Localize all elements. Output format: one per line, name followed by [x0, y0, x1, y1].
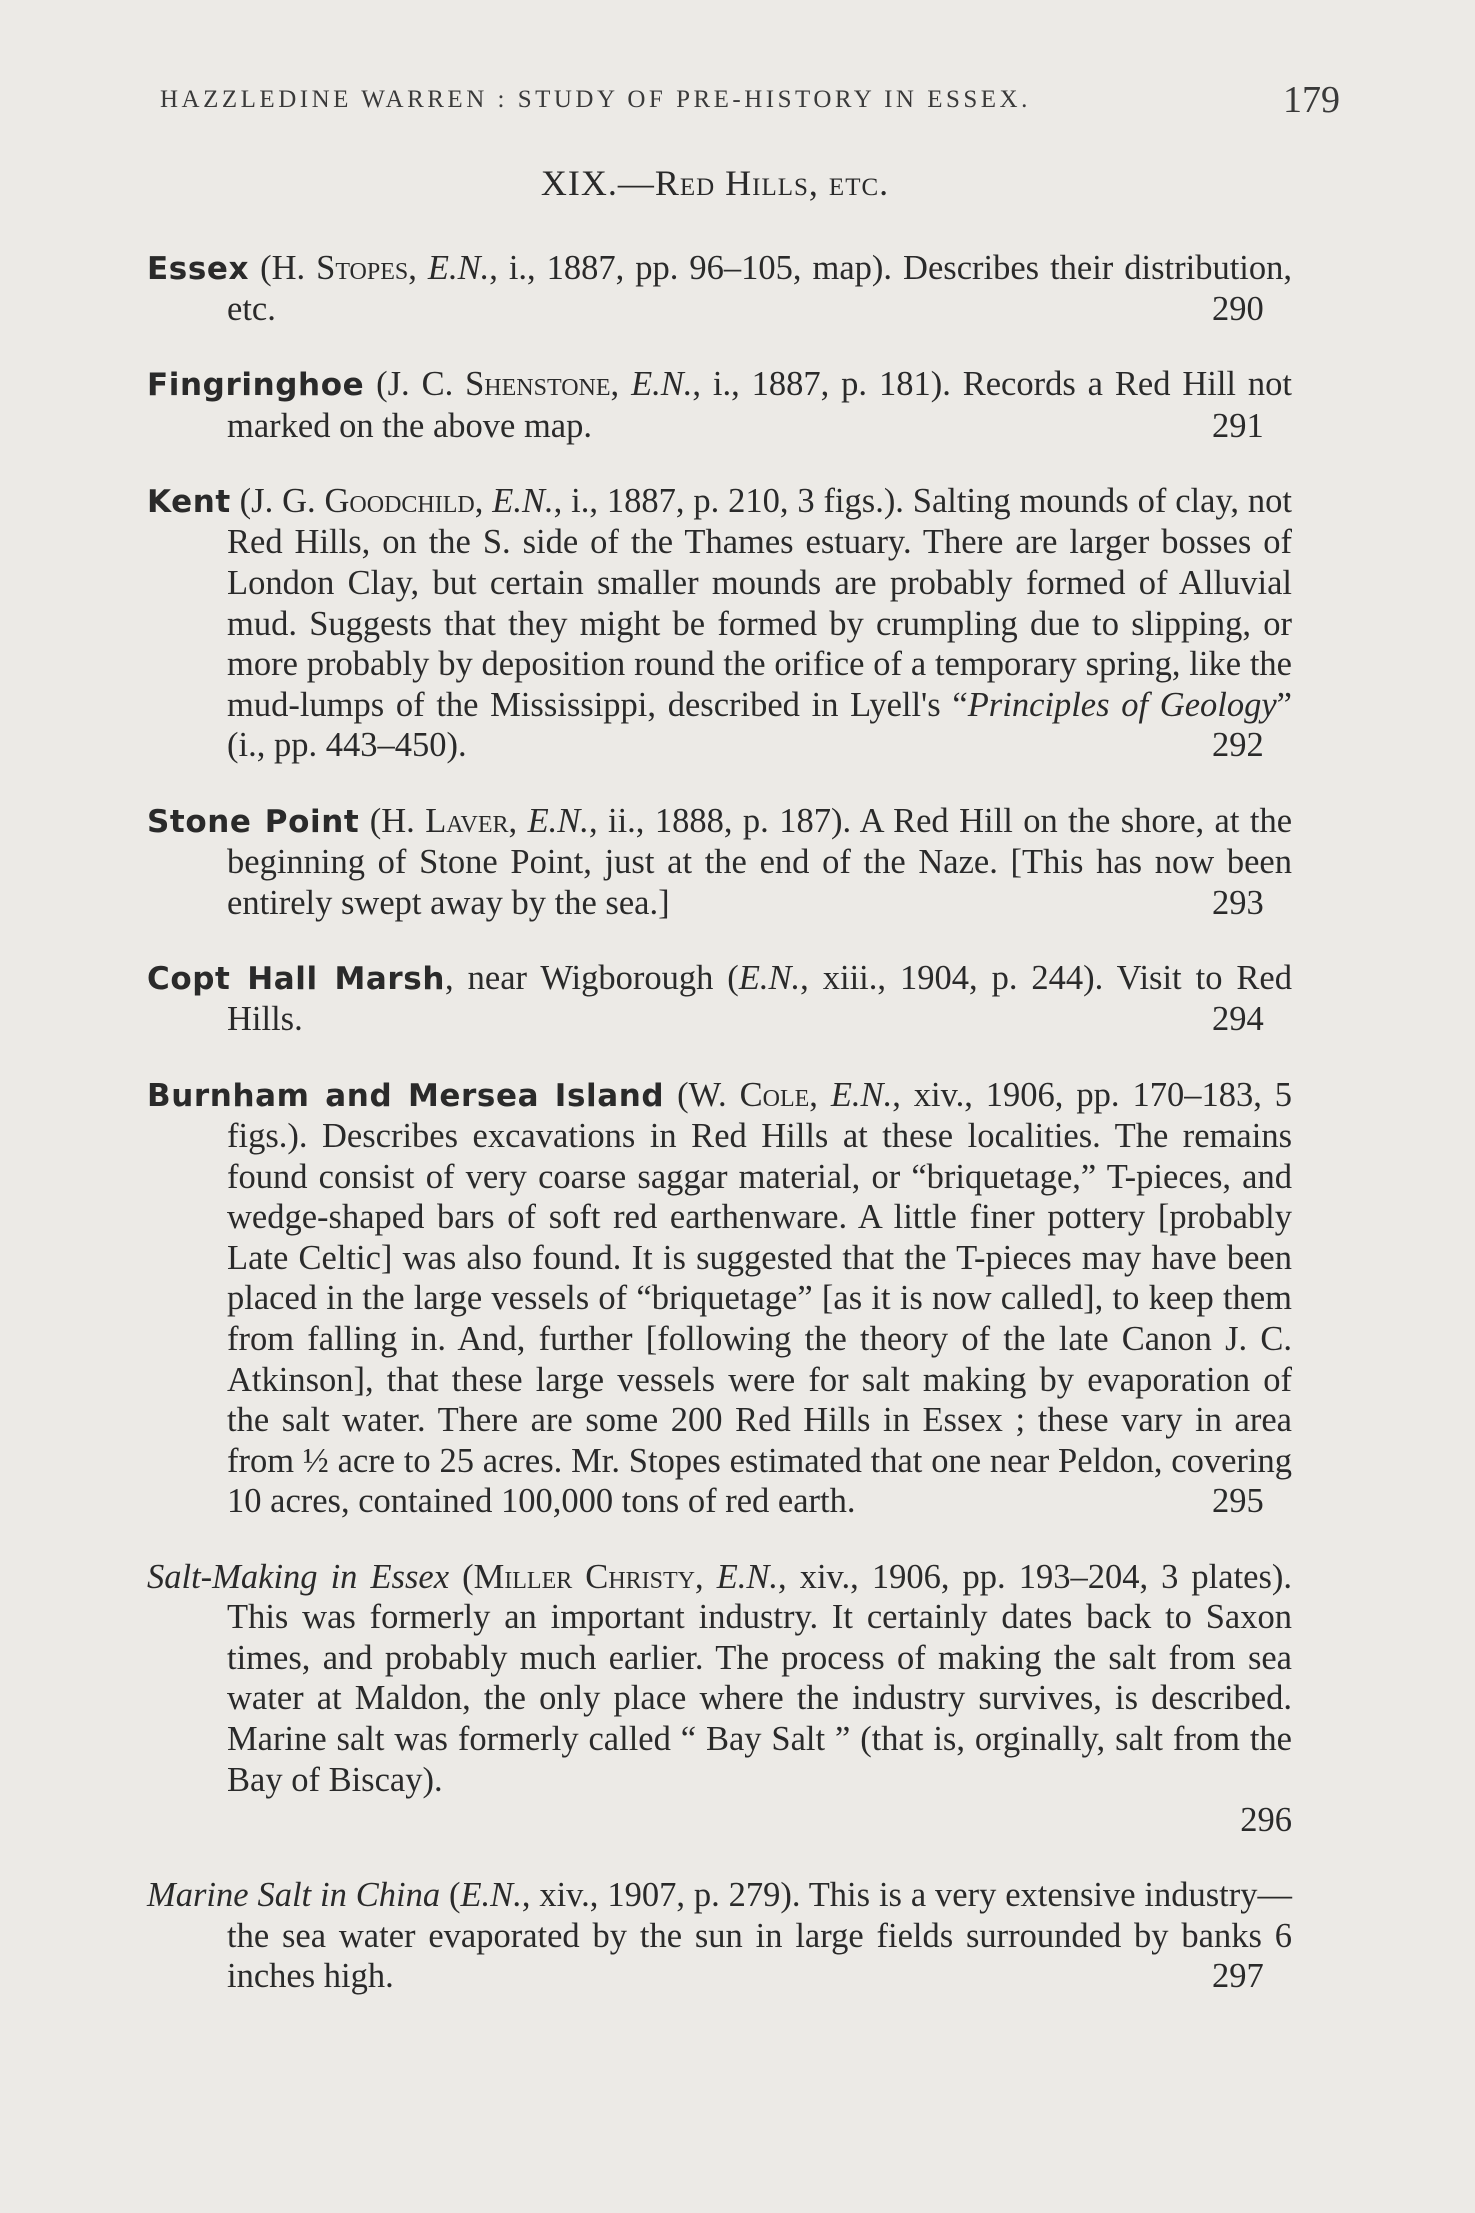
section-number: XIX.— — [540, 163, 655, 203]
section-heading — [0, 162, 1430, 204]
entry-text: , xiv., 1907, p. 279). This is a very extensive industry—the sea water evaporated by the sun in large fields surrounded by banks 6 inches high. — [227, 1876, 1293, 1996]
entry-heading: Stone Point — [147, 803, 360, 840]
entry-text: , i., 1887, pp. 96–105, map). Describes their distribution, etc. — [227, 248, 1292, 329]
entry-297: Marine Salt in China (E.N., xiv., 1907, p. 279). This is a very extensive industry—the sea water evaporated by the sun in large fields surrounded by banks 6 inches high. 297 — [147, 1876, 1293, 1996]
entry-heading: Fingringhoe — [147, 367, 365, 404]
entry-text: , xiv., 1906, pp. 193–204, 3 plates). This was formerly an important industry. It certainly dates back to Saxon times, and probably much earlier. The process of making the salt from sea water at Maldon, the only place where the industry survives, is described. Marine salt was formerly called “ Bay Salt ” (that is, orginally, salt from the Bay of Biscay). — [227, 1557, 1293, 1799]
entry-text: , xiii., 1904, p. 244). Visit to Red Hills. — [227, 958, 1292, 1039]
entry-author: Shenstone — [465, 365, 611, 404]
entry-294: Copt Hall Marsh, near Wigborough (E.N., xiii., 1904, p. 244). Visit to Red Hills. 294 — [147, 958, 1292, 1039]
entry-text: , i., 1887, p. 210, 3 figs.). Salting mounds of clay, not Red Hills, on the S. side of the Thames estuary. There are larger bosses of London Clay, but certain smaller mounds are probably formed of Alluvial mud. Suggests that they might be formed by crumpling due to slipping, or more probably by deposition round the orifice of a temporary spring, like the mud-lumps of the Mississippi, described in Lyell's “ — [227, 481, 1292, 724]
entry-author: Stopes — [316, 248, 409, 287]
entry-journal: E.N. — [527, 801, 589, 840]
bibliography-entries — [147, 213, 1292, 2007]
entry-text: , ii., 1888, p. 187). A Red Hill on the shore, at the beginning of Stone Point, just at the end of the Naze. [This has now been entirely swept away by the sea.] — [227, 801, 1293, 922]
entry-heading: Kent — [147, 483, 231, 520]
entry-author: Miller Christy — [473, 1557, 695, 1596]
running-title: HAZZLEDINE WARREN : STUDY OF PRE-HISTORY IN ESSEX. — [160, 86, 1031, 113]
section-title: Red Hills, etc. — [654, 163, 890, 203]
entry-296: Salt-Making in Essex (Miller Christy, E.N., xiv., 1906, pp. 193–204, 3 plates). This was formerly an important industry. It certainly dates back to Saxon times, and probably much earlier. The process of making the salt from sea water at Maldon, the only place where the industry survives, is described. Marine salt was formerly called “ Bay Salt ” (that is, orginally, salt from the Bay of Biscay). 296 — [147, 1557, 1293, 1840]
entry-heading: Essex — [147, 250, 250, 287]
entry-heading: Marine Salt in China — [147, 1876, 441, 1915]
running-header — [160, 79, 1340, 121]
entry-journal: E.N. — [830, 1075, 893, 1114]
entry-author: Laver — [425, 801, 509, 840]
entry-295: Burnham and Mersea Island (W. Cole, E.N., xiv., 1906, pp. 170–183, 5 figs.). Describes excavations in Red Hills at these localities. The remains found consist of very coarse saggar material, or “briquetage,” T-pieces, and wedge-shaped bars of soft red earthenware. A little finer pottery [probably Late Celtic] was also found. It is suggested that the T-pieces may have been placed in the large vessels of “briquetage” [as it is now called], to keep them from falling in. And, further [following the theory of the late Canon J. C. Atkinson], that these large vessels were for salt making by evaporation of the salt water. There are some 200 Red Hills in Essex ; these vary in area from ½ acre to 25 acres. Mr. Stopes estimated that one near Peldon, covering 10 acres, contained 100,000 tons of red earth. 295 — [147, 1075, 1293, 1521]
entry-text: , xiv., 1906, pp. 170–183, 5 figs.). Describes excavations in Red Hills at these localities. The remains found consist of very coarse saggar material, or “briquetage,” T-pieces, and wedge-shaped bars of soft red earthenware. A little finer pottery [probably Late Celtic] was also found. It is suggested that the T-pieces may have been placed in the large vessels of “briquetage” [as it is now called], to keep them from falling in. And, further [following the theory of the late Canon J. C. Atkinson], that these large vessels were for salt making by evaporation of the salt water. There are some 200 Red Hills in Essex ; these vary in area from ½ acre to 25 acres. Mr. Stopes estimated that one near Peldon, covering 10 acres, contained 100,000 tons of red earth. — [227, 1075, 1293, 1521]
entry-journal: E.N. — [631, 365, 693, 404]
entry-number: 296 — [1240, 1801, 1292, 1840]
entry-291: Fingringhoe (J. C. Shenstone, E.N., i., 1887, p. 181). Records a Red Hill not marked on the above map. 291 — [147, 365, 1292, 445]
entry-heading: Salt-Making in Essex — [147, 1557, 450, 1596]
book-title: Principles of Geology — [967, 685, 1277, 724]
entry-author: Goodchild — [324, 481, 475, 520]
entry-text: , i., 1887, p. 181). Records a Red Hill not marked on the above map. — [227, 365, 1292, 445]
entry-293: Stone Point (H. Laver, E.N., ii., 1888, p. 187). A Red Hill on the shore, at the beginning of Stone Point, just at the end of the Naze. [This has now been entirely swept away by the sea.] 293 — [147, 801, 1293, 922]
page-number: 179 — [1283, 79, 1340, 121]
entry-292: Kent (J. G. Goodchild, E.N., i., 1887, p. 210, 3 figs.). Salting mounds of clay, not Red Hills, on the S. side of the Thames estuary. There are larger bosses of London Clay, but certain smaller mounds are probably formed of Alluvial mud. Suggests that they might be formed by crumpling due to slipping, or more probably by deposition round the orifice of a temporary spring, like the mud-lumps of the Mississippi, described in Lyell's “Principles of Geology” (i., pp. 443–450). 292 — [147, 481, 1292, 765]
entry-author: Cole — [739, 1075, 810, 1114]
entry-journal: E.N. — [716, 1557, 779, 1596]
entry-journal: E.N. — [492, 481, 554, 520]
entry-journal: E.N. — [460, 1876, 522, 1915]
entry-journal: E.N. — [427, 248, 490, 287]
entry-heading: Burnham and Mersea Island — [147, 1077, 665, 1114]
entry-heading: Copt Hall Marsh — [147, 960, 446, 997]
entry-290: Essex (H. Stopes, E.N., i., 1887, pp. 96–105, map). Describes their distribution, etc. 290 — [147, 248, 1292, 329]
entry-journal: E.N. — [738, 958, 801, 997]
